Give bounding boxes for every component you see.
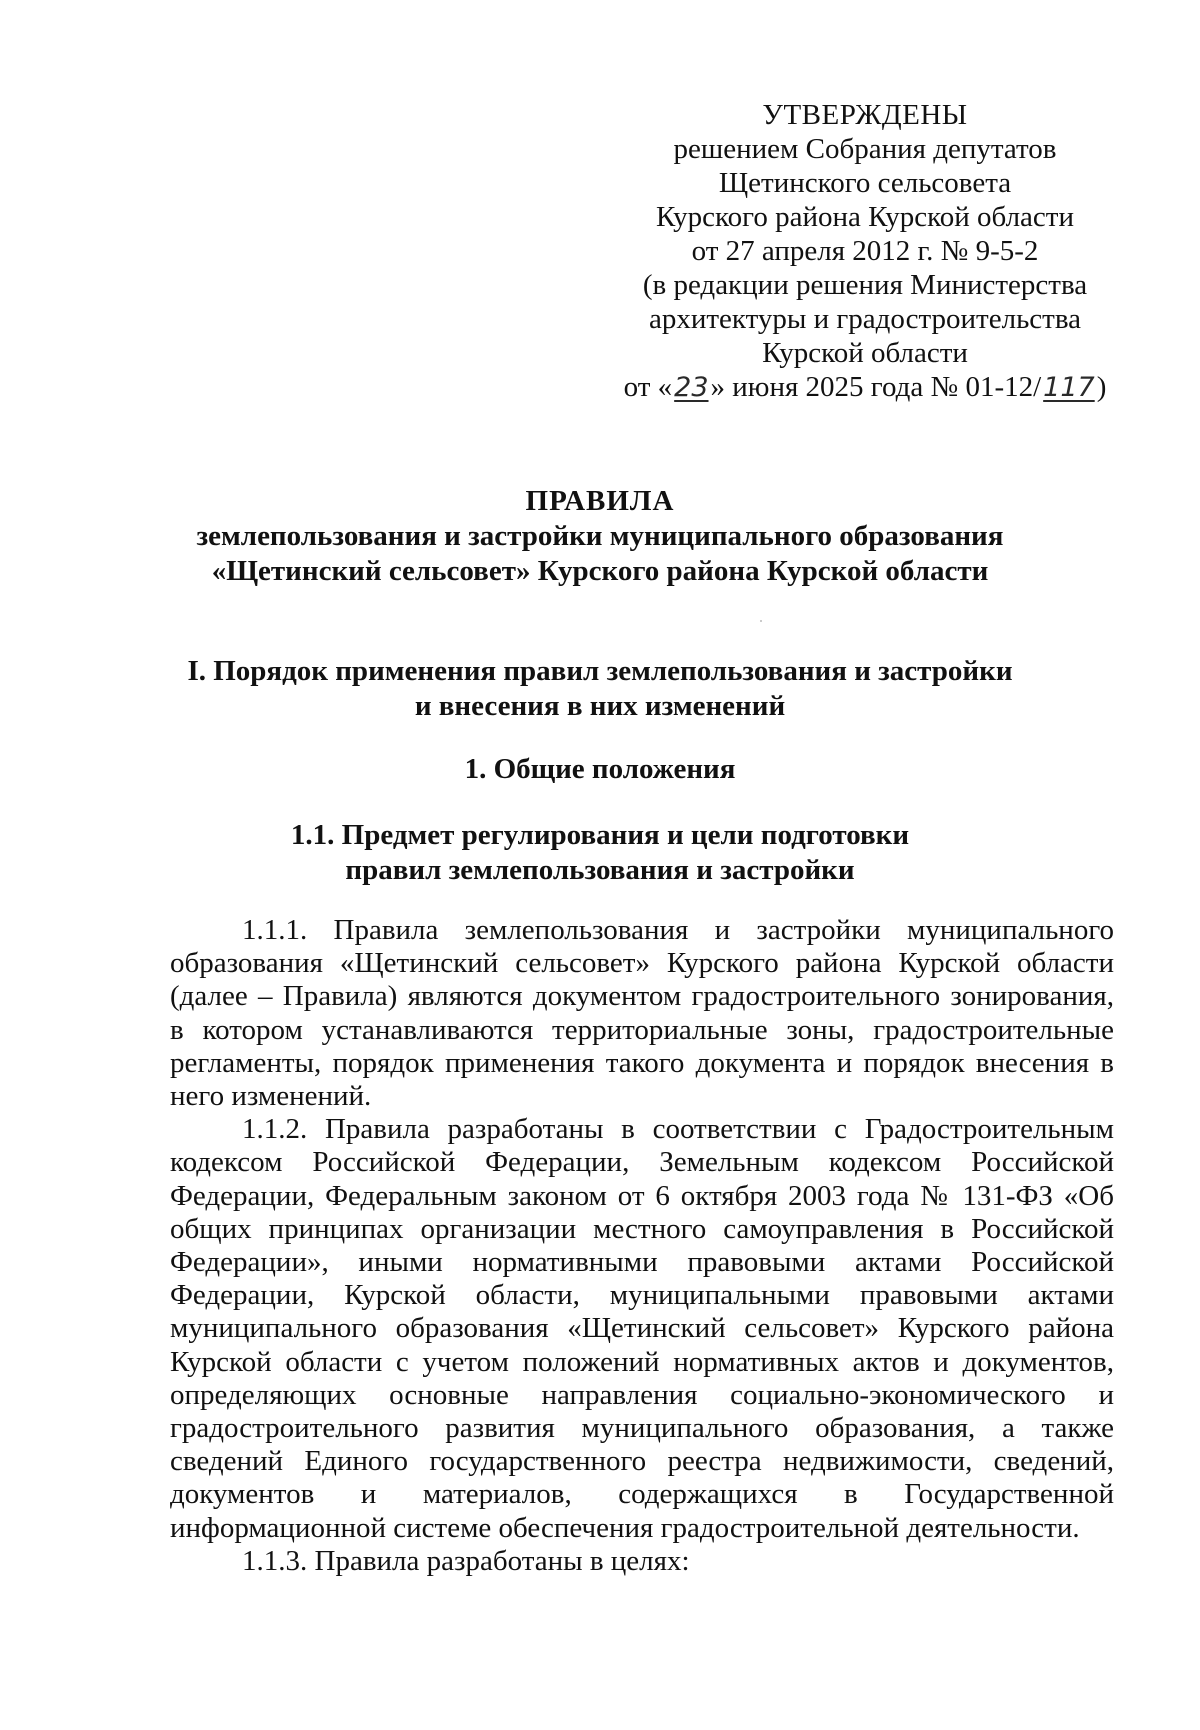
subsection-heading [150,818,1050,888]
handwritten-day: 23 [674,372,709,403]
part-heading-line-1: I. Порядок применения правил землепользования и застройки [187,655,1013,687]
part-heading-line-2: и внесения в них изменений [414,690,786,722]
title-line-1: землепользования и застройки муниципального образования [196,520,1004,552]
approval-line-2: Щетинского сельсовета [718,167,1012,199]
section-1-title: 1. Общие положения [464,753,736,785]
approval-line-5: (в редакции решения Министерства [642,269,1088,301]
handwritten-number: 117 [1043,372,1095,403]
paragraph-1-1-1: 1.1.1. Правила землепользования и застройки муниципального образования «Щетинский сельсовет» Курского района Курской области (далее – Правила) являются документом градостроительного зонирования, в котором устанавливаются территориальные зоны, градостроительные регламенты, порядок применения такого документа и порядок внесения в него изменений. [170,914,1114,1113]
body-text [170,914,1114,1578]
date-middle: » июня 2025 года № 01-12/ [710,371,1042,403]
approval-block [585,98,1145,405]
date-prefix: от « [623,371,673,403]
approval-line-3: Курского района Курской области [656,201,1074,233]
approval-date-line [585,370,1145,405]
approval-heading: УТВЕРЖДЕНЫ [762,99,968,131]
part-heading [150,654,1050,724]
subsection-heading-line-1: 1.1. Предмет регулирования и цели подготовки [290,819,910,851]
approval-line-1: решением Собрания депутатов [673,133,1057,165]
approval-line-6: архитектуры и градостроительства [648,303,1082,335]
title-main: ПРАВИЛА [525,485,675,517]
paragraph-1-1-2: 1.1.2. Правила разработаны в соответствии с Градостроительным кодексом Российской Федерации, Земельным кодексом Российской Федерации, Федеральным законом от 6 октября 2003 года № 131-ФЗ «Об общих принципах организации местного самоуправления в Российской Федерации», иными нормативными правовыми актами Российской Федерации, Курской области, муниципальными правовыми актами муниципального образования «Щетинский сельсовет» Курского района Курской области с учетом положений нормативных актов и документов, определяющих основные направления социально-экономического и градостроительного развития муниципального образования, а также сведений Единого государственного реестра недвижимости, сведений, документов и материалов, содержащихся в Государственной информационной системе обеспечения градостроительной деятельности. [170,1113,1114,1544]
date-suffix: ) [1096,371,1107,403]
scan-speck [760,620,762,622]
section-heading [150,752,1050,787]
subsection-heading-line-2: правил землепользования и застройки [345,854,855,886]
paragraph-1-1-3: 1.1.3. Правила разработаны в целях: [242,1544,690,1577]
approval-line-7: Курской области [762,337,968,369]
document-title [150,484,1050,589]
title-line-2: «Щетинский сельсовет» Курского района Курской области [211,555,989,587]
approval-line-4: от 27 апреля 2012 г. № 9-5-2 [691,235,1039,267]
